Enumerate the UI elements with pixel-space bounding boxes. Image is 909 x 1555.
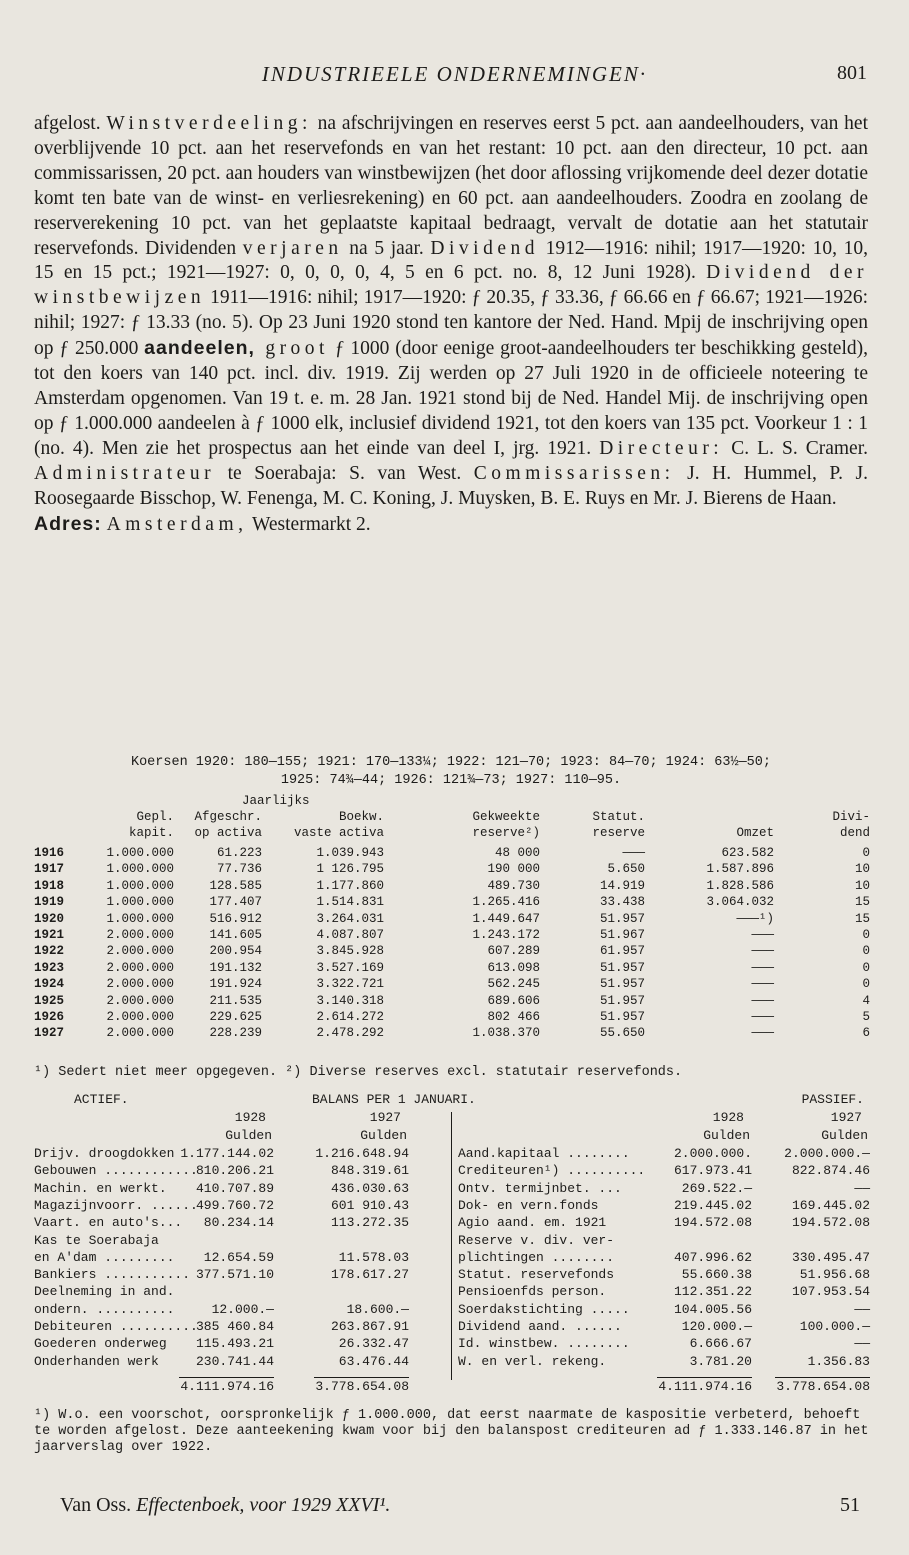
passief-item: Soerdakstichting .....	[458, 1301, 630, 1317]
value-cell: 80.234.14	[203, 1215, 274, 1231]
passief-item: Pensioenfds person.	[458, 1284, 607, 1300]
footer-page-number: 51	[840, 1494, 860, 1516]
footer-volume: XXVI¹.	[336, 1494, 391, 1516]
footer-author: Van Oss.	[60, 1494, 132, 1516]
unit-header: Gulden	[360, 1128, 407, 1143]
value-cell: 48 000	[494, 846, 540, 860]
value-cell: 12.000.—	[211, 1301, 274, 1317]
table-footnote: ¹) Sedert niet meer opgegeven. ²) Diverse reserves excl. statutair reservefonds.	[34, 1065, 683, 1080]
value-cell: 51.956.68	[799, 1267, 870, 1283]
passief-item: Dividend aand. ......	[458, 1319, 622, 1334]
value-cell: 810.206.21	[195, 1163, 274, 1179]
balance-footnote: ¹) W.o. een voorschot, oorspronkelijk ƒ 1.000.000, dat eerst naarmate de kaspositie verbeterd, behoeft te worden afgelost. Deze aanteekening kwam voor bij den balanspost crediteuren ad ƒ 1.333.146.87 in het jaarverslag over 1922.	[34, 1408, 869, 1455]
value-cell: 18.600.—	[346, 1301, 409, 1317]
value-cell: ———	[751, 928, 774, 942]
value-cell: 194.572.08	[791, 1215, 870, 1231]
value-cell: 822.874.46	[791, 1163, 870, 1179]
actief-item: Vaart. en auto's...	[34, 1215, 183, 1231]
value-cell: 1.828.586	[706, 878, 774, 893]
value-cell: 562.245	[487, 977, 540, 992]
value-cell: 219.445.02	[673, 1197, 752, 1213]
running-header	[0, 62, 909, 92]
year-cell: 1917	[34, 862, 65, 877]
value-cell: 516.912	[209, 911, 262, 926]
table-row	[34, 928, 874, 944]
total-cell: 4.111.974.16	[180, 1378, 274, 1394]
heading-directeur: Directeur:	[599, 437, 724, 459]
value-cell: 407.996.62	[673, 1249, 752, 1265]
term-groot: groot	[254, 338, 329, 360]
value-cell: 2.000.000.—	[784, 1146, 870, 1161]
value-cell: 689.606	[487, 993, 540, 1008]
value-cell: 104.005.56	[673, 1301, 752, 1317]
page-number: 801	[837, 62, 867, 84]
value-cell: 2.000.000	[106, 977, 174, 992]
value-cell: 128.585	[209, 878, 262, 893]
address-city: Amsterdam,	[106, 513, 248, 535]
year-cell: 1919	[34, 895, 65, 910]
value-cell: 601 910.43	[330, 1197, 409, 1213]
koersen-block	[34, 754, 868, 790]
value-cell: 1.000.000	[106, 878, 174, 893]
year-cell: 1923	[34, 960, 65, 975]
value-cell: 436.030.63	[330, 1180, 409, 1196]
value-cell: 141.605	[209, 928, 262, 942]
value-cell: 613.098	[487, 960, 540, 975]
table-row	[34, 895, 874, 911]
passief-item: Dok- en vern.fonds	[458, 1197, 599, 1213]
value-cell: 12.654.59	[203, 1249, 274, 1265]
body-paragraph	[34, 112, 868, 512]
value-cell: 51.967	[599, 928, 645, 942]
value-cell: 61.223	[216, 846, 262, 860]
value-cell: 0	[862, 846, 870, 860]
value-cell: ——	[854, 1301, 870, 1317]
value-cell: 0	[862, 928, 870, 942]
passief-item: Aand.kapitaal ........	[458, 1146, 630, 1161]
value-cell: ———	[751, 1010, 774, 1024]
value-cell: 1.216.648.94	[315, 1146, 409, 1161]
column-header: Omzet	[736, 826, 774, 840]
total-rule	[657, 1377, 752, 1378]
column-header: vaste activa	[293, 826, 384, 840]
value-cell: 377.571.10	[195, 1267, 274, 1283]
value-cell: 3.140.318	[316, 993, 384, 1008]
heading-commissarissen: Commissarissen:	[473, 462, 675, 484]
value-cell: 617.973.41	[673, 1163, 752, 1179]
value-cell: 1.449.647	[472, 911, 540, 926]
value-cell: 3.064.032	[706, 895, 774, 910]
value-cell: 1.038.370	[472, 1026, 540, 1041]
text-run: afgelost.	[34, 113, 107, 134]
text-run: ƒ 1000 (door eenige groot-aandeelhouders ter beschikking gesteld), tot den koers van 140 pct. incl. div. 1919. Zij werden op 27 Juli 1920 in de officieele noteering te Amsterdam opgenomen. Van 19 t. e. m. 28 Jan. 1921 stond bij de Ned. Handel Mij. de inschrijving open op ƒ 1.000.000 aandeelen à ƒ 1000 elk, inclusief dividend 1921, tot den koers van 135 pct. Voorkeur 1 : 1 (no. 4). Men zie het prospectus aan het einde van deel I, jrg. 1921.	[34, 338, 868, 459]
value-cell: 191.132	[209, 960, 262, 975]
value-cell: 2.000.000	[106, 944, 174, 959]
value-cell: 802 466	[487, 1010, 540, 1024]
value-cell: 3.845.928	[316, 944, 384, 959]
table-row	[34, 879, 874, 895]
value-cell: 3.264.031	[316, 911, 384, 926]
value-cell: 211.535	[209, 993, 262, 1008]
value-cell: 1.177.860	[316, 878, 384, 893]
column-header: reserve	[592, 826, 645, 840]
value-cell: 228.239	[209, 1026, 262, 1041]
value-cell: ———	[751, 977, 774, 992]
unit-header: Gulden	[703, 1128, 750, 1143]
value-cell: 489.730	[487, 878, 540, 893]
column-header: Gepl.	[136, 810, 174, 824]
value-cell: 113.272.35	[330, 1215, 409, 1231]
column-header: Divi-	[832, 810, 870, 824]
passief-item: Id. winstbew. ........	[458, 1336, 630, 1352]
table-row	[34, 1026, 874, 1042]
value-cell: 2.478.292	[316, 1026, 384, 1041]
value-cell: 200.954	[209, 944, 262, 959]
column-header: Statut.	[592, 810, 645, 824]
year-header: 1928	[234, 1110, 266, 1125]
column-group-header: Jaarlijks	[242, 794, 310, 808]
year-cell: 1918	[34, 878, 65, 893]
passief-item: Crediteuren¹) ..........	[458, 1163, 646, 1179]
table-row	[34, 977, 874, 993]
value-cell: 3.527.169	[316, 960, 384, 975]
value-cell: 51.957	[599, 960, 645, 975]
value-cell: 1.000.000	[106, 911, 174, 926]
year-cell: 1916	[34, 846, 65, 860]
value-cell: ———	[751, 960, 774, 975]
total-rule	[775, 1377, 870, 1378]
total-rule	[179, 1377, 274, 1378]
article-body	[34, 112, 868, 537]
value-cell: 15	[854, 895, 870, 910]
table-row	[34, 846, 874, 862]
text-run: na afschrijvingen en reserves eerst 5 pct. aan aandeelhouders, van het overblijvende 10 pct. aan het reservefonds en van het restant: 10 pct. aan den directeur, 10 pct. aan commissarissen, 20 pct. aan houders van winstbewijzen (het door aflossing vrijkomende deel dezer dotatie komt ten bate van de winst- en verliesrekening) en 60 pct. aan aandeelhouders. Zoodra en zoolang de reserverekening 10 pct. van het geplaatste kapitaal bedraagt, vervalt de dotatie aan het statutair reservefonds. Dividenden	[34, 113, 868, 259]
value-cell: 4	[862, 993, 870, 1008]
balance-side-title: PASSIEF.	[801, 1092, 864, 1107]
column-header: Afgeschr.	[194, 810, 262, 824]
value-cell: 1.000.000	[106, 846, 174, 860]
year-header: 1928	[712, 1110, 744, 1125]
value-cell: 3.322.721	[316, 977, 384, 992]
value-cell: ———	[751, 1026, 774, 1041]
value-cell: 2.000.000	[106, 960, 174, 975]
value-cell: 3.781.20	[689, 1353, 752, 1369]
balance-title: BALANS PER 1 JANUARI.	[312, 1092, 476, 1107]
value-cell: 14.919	[599, 878, 645, 893]
value-cell: 51.957	[599, 1010, 645, 1024]
table-row	[34, 944, 874, 960]
actief-item: Onderhanden werk	[34, 1353, 159, 1369]
value-cell: 6.666.67	[689, 1336, 752, 1352]
value-cell: 385 460.84	[195, 1319, 274, 1334]
value-cell: 2.000.000	[106, 993, 174, 1008]
value-cell: 1 126.795	[316, 862, 384, 877]
column-header: reserve²)	[472, 826, 540, 840]
value-cell: 2.000.000.	[673, 1146, 752, 1161]
actief-item: Deelneming in and.	[34, 1284, 175, 1300]
value-cell: 191.924	[209, 977, 262, 992]
address-label: Adres:	[34, 512, 102, 535]
value-cell: 77.736	[216, 862, 262, 877]
value-cell: 1.265.416	[472, 895, 540, 910]
term-verjaren: verjaren	[242, 237, 343, 259]
value-cell: 1.243.172	[472, 928, 540, 942]
actief-item: en A'dam .........	[34, 1249, 175, 1265]
actief-item: Goederen onderweg	[34, 1336, 167, 1352]
value-cell: 410.707.89	[195, 1180, 274, 1196]
value-cell: ——	[854, 1336, 870, 1352]
value-cell: 0	[862, 977, 870, 992]
total-cell: 4.111.974.16	[658, 1378, 752, 1394]
value-cell: 51.957	[599, 911, 645, 926]
column-header: Boekw.	[338, 810, 384, 824]
unit-header: Gulden	[225, 1128, 272, 1143]
value-cell: 1.000.000	[106, 862, 174, 877]
value-cell: 6	[862, 1026, 870, 1041]
text-run: te Soerabaja: S. van West.	[215, 462, 474, 484]
value-cell: 190 000	[487, 862, 540, 877]
value-cell: 230.741.44	[195, 1353, 274, 1369]
total-cell: 3.778.654.08	[315, 1378, 409, 1394]
table-row	[34, 1010, 874, 1026]
year-cell: 1924	[34, 977, 65, 992]
text-run: 1911—1916: nihil; 1917—1920: ƒ 20.35, ƒ 33.36, ƒ 66.66 en ƒ 66.67; 1921—1926: nihil; 1927: ƒ 13.33 (no. 5). Op 23 Juni 1920 stond ten kantore der Ned. Hand. Mpij de inschrijving open op ƒ 250.000	[34, 287, 868, 360]
value-cell: 10	[854, 878, 870, 893]
value-cell: 229.625	[209, 1010, 262, 1024]
heading-dividend: Dividend	[430, 237, 539, 259]
column-header: dend	[839, 826, 870, 840]
balance-side-title: ACTIEF.	[74, 1092, 129, 1107]
value-cell: 4.087.807	[316, 928, 384, 942]
actief-item: Debiteuren ..........	[34, 1319, 198, 1334]
value-cell: 11.578.03	[338, 1249, 409, 1265]
value-cell: 169.445.02	[791, 1197, 870, 1213]
term-aandeelen: aandeelen,	[144, 337, 255, 360]
value-cell: 33.438	[599, 895, 645, 910]
value-cell: 2.000.000	[106, 1026, 174, 1041]
passief-item: Statut. reservefonds	[458, 1267, 615, 1283]
total-rule	[314, 1377, 409, 1378]
column-header: kapit.	[128, 826, 174, 840]
value-cell: 0	[862, 960, 870, 975]
page-footer	[60, 1494, 860, 1517]
heading-winstverdeeling: Winstverdeeling:	[106, 113, 312, 134]
balance-divider	[451, 1112, 452, 1380]
value-cell: 269.522.—	[681, 1180, 752, 1196]
value-cell: 5	[862, 1010, 870, 1024]
table-row	[34, 862, 874, 878]
value-cell: 330.495.47	[791, 1249, 870, 1265]
value-cell: 2.614.272	[316, 1010, 384, 1024]
passief-item: Agio aand. em. 1921	[458, 1215, 607, 1231]
value-cell: 10	[854, 862, 870, 877]
value-cell: 1.000.000	[106, 895, 174, 910]
koersen-line: Koersen 1920: 180—155; 1921: 170—133¼; 1922: 121—70; 1923: 84—70; 1924: 63½—50;	[130, 755, 771, 770]
value-cell: 177.407	[209, 895, 262, 910]
passief-item: Ontv. termijnbet. ...	[458, 1180, 622, 1196]
value-cell: 848.319.61	[330, 1163, 409, 1179]
value-cell: ———¹)	[736, 911, 774, 926]
year-cell: 1921	[34, 928, 65, 942]
value-cell: 499.760.72	[195, 1197, 274, 1213]
value-cell: ——	[854, 1180, 870, 1196]
passief-item: W. en verl. rekeng.	[458, 1353, 607, 1369]
value-cell: 112.351.22	[673, 1284, 752, 1300]
value-cell: 107.953.54	[791, 1284, 870, 1300]
value-cell: 1.587.896	[706, 862, 774, 877]
heading-dividend-winstbewijzen: Dividend der winstbewijzen	[34, 262, 868, 309]
text-run: C. L. S. Cramer.	[723, 437, 868, 459]
year-header: 1927	[369, 1110, 401, 1125]
value-cell: 26.332.47	[338, 1336, 409, 1352]
value-cell: 15	[854, 911, 870, 926]
heading-administrateur: Administrateur	[34, 462, 216, 484]
value-cell: 51.957	[599, 977, 645, 992]
actief-item: ondern. ..........	[34, 1301, 175, 1317]
text-run: 1912—1916: nihil; 1917—1920: 10, 10, 15 en 15 pct.; 1921—1927: 0, 0, 0, 0, 4, 5 en 6 pct. no. 8, 12 Juni 1928).	[34, 237, 868, 284]
value-cell: 63.476.44	[338, 1353, 409, 1369]
value-cell: 263.867.91	[330, 1319, 409, 1334]
value-cell: ———	[751, 944, 774, 959]
actief-item: Kas te Soerabaja	[34, 1232, 159, 1248]
value-cell: 1.356.83	[807, 1353, 870, 1369]
total-cell: 3.778.654.08	[776, 1378, 870, 1394]
value-cell: 623.582	[721, 846, 774, 860]
actief-item: Bankiers ...........	[34, 1267, 191, 1283]
value-cell: 61.957	[599, 944, 645, 959]
text-run: na 5 jaar.	[342, 237, 431, 259]
value-cell: 115.493.21	[195, 1336, 274, 1352]
value-cell: ———	[622, 846, 645, 860]
year-cell: 1925	[34, 993, 65, 1008]
year-cell: 1920	[34, 911, 65, 926]
column-header: Gekweekte	[472, 810, 540, 824]
value-cell: 178.617.27	[330, 1267, 409, 1283]
passief-item: Reserve v. div. ver-	[458, 1232, 615, 1248]
actief-item: Magazijnvoorr. ......	[34, 1197, 198, 1213]
year-cell: 1922	[34, 944, 65, 959]
value-cell: 194.572.08	[673, 1215, 752, 1231]
value-cell: 55.660.38	[681, 1267, 752, 1283]
value-cell: 51.957	[599, 993, 645, 1008]
year-header: 1927	[830, 1110, 862, 1125]
value-cell: 1.039.943	[316, 846, 384, 860]
value-cell: 2.000.000	[106, 928, 174, 942]
value-cell: 1.177.144.02	[180, 1146, 274, 1161]
value-cell: 2.000.000	[106, 1010, 174, 1024]
value-cell: 5.650	[607, 862, 645, 877]
value-cell: 0	[862, 944, 870, 959]
address-street: Westermarkt 2.	[247, 513, 371, 535]
value-cell: 607.289	[487, 944, 540, 959]
section-title: INDUSTRIEELE ONDERNEMINGEN·	[261, 62, 648, 86]
unit-header: Gulden	[821, 1128, 868, 1143]
passief-item: plichtingen ........	[458, 1249, 615, 1265]
actief-item: Machin. en werkt.	[34, 1180, 167, 1196]
value-cell: 55.650	[599, 1026, 645, 1041]
text-run: J. H. Hummel, P. J. Roosegaarde Bisschop, W. Fenenga, M. C. Koning, J. Muysken, B. E. Ruys en Mr. J. Bierens de Haan.	[34, 462, 868, 509]
value-cell: 1.514.831	[316, 895, 384, 910]
address-line	[34, 512, 868, 538]
table-row	[34, 912, 874, 928]
koersen-line: 1925: 74¾—44; 1926: 121¾—73; 1927: 110—95.	[280, 773, 622, 788]
table-row	[34, 994, 874, 1010]
table-row	[34, 961, 874, 977]
year-cell: 1927	[34, 1026, 65, 1041]
year-cell: 1926	[34, 1010, 65, 1024]
value-cell: 120.000.—	[681, 1319, 752, 1334]
actief-item: Gebouwen ............	[34, 1163, 198, 1179]
footer-book-title: Effectenboek, voor 1929	[136, 1494, 332, 1516]
value-cell: ———	[751, 993, 774, 1008]
actief-item: Drijv. droogdokken	[34, 1146, 175, 1161]
column-header: op activa	[194, 826, 262, 840]
value-cell: 100.000.—	[799, 1319, 870, 1334]
